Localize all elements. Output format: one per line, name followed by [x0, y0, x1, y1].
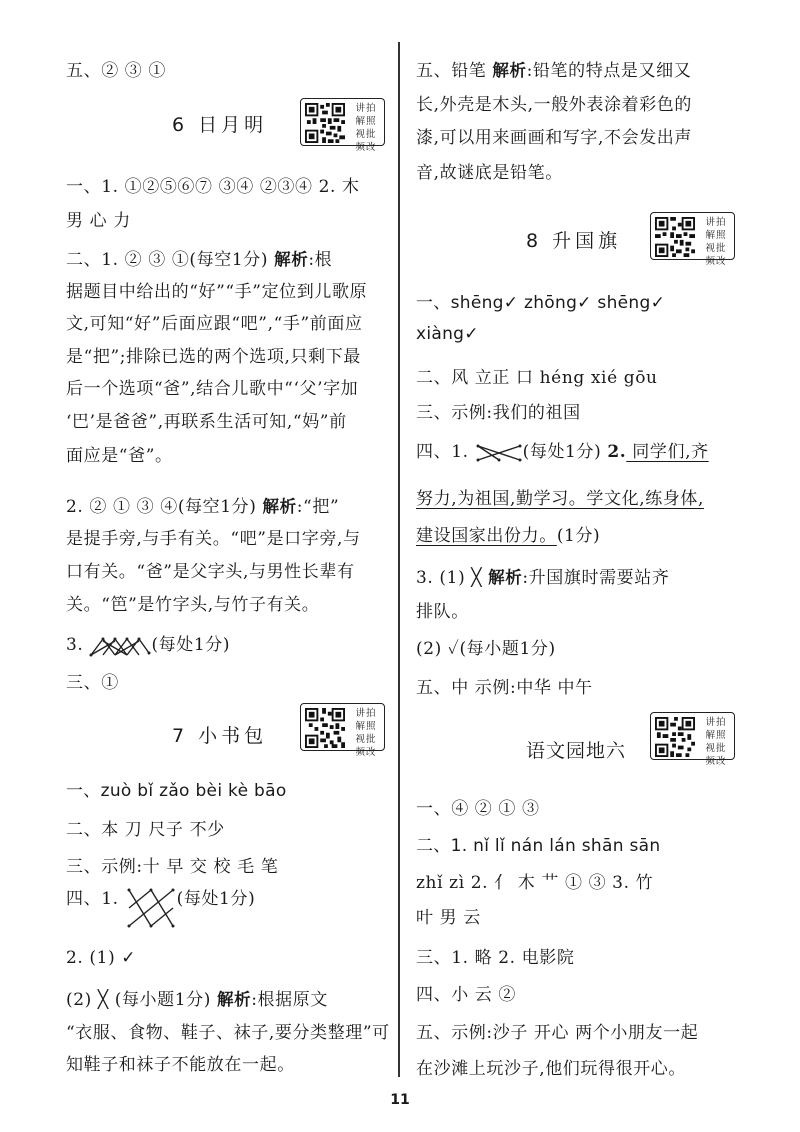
matching-lines-icon — [125, 886, 177, 930]
answer-line: 二、风 立正 口 héng xié gōu — [416, 368, 658, 388]
answer-line: 知鞋子和袜子不能放在一起。 — [66, 1055, 295, 1075]
answer-line — [416, 521, 600, 546]
qr-code-label: 讲拍 解照 视批 频改 — [705, 717, 727, 767]
answer-text: 2. ② ① ③ ④(每空1分) — [66, 497, 263, 517]
answer-line: xiàng✓ — [416, 324, 479, 344]
answer-line: 长,外壳是木头,一般外表涂着彩色的 — [416, 95, 693, 115]
answer-text: 五、铅笔 — [416, 61, 493, 81]
answer-line: 三、示例:我们的祖国 — [416, 403, 581, 423]
qr-code-icon — [305, 103, 345, 143]
answer-text: (2) ╳ (每小题1分) — [66, 990, 218, 1010]
answer-text: 四、1. — [416, 442, 475, 462]
answer-line: 五、② ③ ① — [66, 61, 167, 81]
analysis-keyword: 解析 — [274, 250, 309, 269]
qr-code-label: 讲拍 解照 视批 频改 — [355, 708, 377, 758]
answer-line: (2) ✓(每小题1分) — [416, 639, 556, 659]
qr-code-box[interactable] — [650, 712, 735, 767]
answer-line — [66, 884, 255, 930]
answer-line: 一、shēng✓ zhōng✓ shēng✓ — [416, 293, 666, 313]
answer-text: (每处1分) — [151, 635, 231, 655]
qr-code-icon — [655, 217, 695, 257]
answer-line: “衣服、食物、鞋子、袜子,要分类整理”可 — [66, 1023, 390, 1043]
answer-line — [66, 492, 339, 517]
answer-line: 面应是“爸”。 — [66, 446, 173, 466]
analysis-keyword: 解析 — [217, 990, 252, 1009]
answer-line: 关。“笆”是竹字头,与竹子有关。 — [66, 595, 320, 615]
qr-code-box[interactable] — [300, 703, 385, 758]
answer-line — [66, 245, 332, 270]
answer-text: :根 — [308, 250, 333, 270]
matching-lines-icon — [475, 442, 523, 464]
answer-text: (每处1分) — [176, 889, 256, 909]
qr-code-box[interactable] — [650, 212, 735, 267]
matching-lines-icon — [89, 633, 151, 659]
answer-line: 排队。 — [416, 602, 469, 622]
answer-text: (每处1分) — [522, 442, 608, 462]
answer-line: 一、zuò bǐ zǎo bèi kè bāo — [66, 781, 287, 801]
answer-line: 是“把”;排除已选的两个选项,只剩下最 — [66, 347, 361, 367]
answer-line — [416, 437, 709, 464]
answer-text: :升国旗时需要站齐 — [522, 568, 670, 588]
lesson-7-title: 7 小书包 — [172, 725, 268, 747]
qr-code-icon — [655, 717, 695, 757]
answer-line: 三、① — [66, 673, 119, 693]
analysis-keyword: 解析 — [492, 61, 527, 80]
answer-line: 男 心 力 — [66, 211, 131, 231]
answer-line: 文,可知“好”后面应跟“吧”,“手”前面应 — [66, 314, 363, 334]
answer-text: 3. — [66, 635, 90, 655]
answer-line: 叶 男 云 — [416, 908, 481, 928]
answer-line: 漆,可以用来画画和写字,不会发出声 — [416, 128, 693, 148]
answer-line: 据题目中给出的“好”“手”定位到儿歌原 — [66, 282, 368, 302]
answer-line: 2. (1) ✓ — [66, 948, 137, 968]
answer-line: 口有关。“爸”是父字头,与男性长辈有 — [66, 562, 355, 582]
qr-code-label: 讲拍 解照 视批 频改 — [355, 103, 377, 153]
column-divider — [398, 42, 400, 1077]
answer-text: :“把” — [296, 497, 340, 517]
answer-line: 是提手旁,与手有关。“吧”是口字旁,与 — [66, 529, 361, 549]
answer-line: 三、1. 略 2. 电影院 — [416, 948, 575, 968]
answer-line: 二、1. nǐ lǐ nán lán shān sān — [416, 836, 661, 856]
answer-line — [66, 630, 230, 659]
page-number: 11 — [390, 1092, 410, 1108]
answer-text: 建设国家出份力。 — [416, 526, 557, 546]
answer-text: 二、1. ② ③ ①(每空1分) — [66, 250, 275, 270]
answer-line: ‘巴’是爸爸”,再联系生活可知,“妈”前 — [66, 412, 347, 432]
answer-text: (1分) — [556, 526, 601, 546]
answer-text: :根据原文 — [251, 990, 328, 1010]
answer-line: 一、④ ② ① ③ — [416, 799, 540, 819]
answer-line: 后一个选项“爸”,结合儿歌中“‘父’字加 — [66, 379, 359, 399]
answer-line — [416, 56, 691, 81]
qr-code-icon — [305, 708, 345, 748]
answer-line: 在沙滩上玩沙子,他们玩得很开心。 — [416, 1059, 687, 1079]
answer-line — [66, 985, 328, 1010]
answer-line: 音,故谜底是铅笔。 — [416, 163, 563, 183]
analysis-keyword: 解析 — [488, 568, 523, 587]
qr-code-box[interactable] — [300, 98, 385, 153]
answer-text: 四、1. — [66, 889, 125, 909]
answer-line — [416, 563, 670, 588]
garden-6-title: 语文园地六 — [526, 740, 627, 762]
answer-text: 2. — [607, 442, 627, 462]
analysis-keyword: 解析 — [262, 497, 297, 516]
answer-line: 三、示例:十 早 交 校 毛 笔 — [66, 857, 279, 877]
qr-code-label: 讲拍 解照 视批 频改 — [705, 217, 727, 267]
lesson-6-title: 6 日月明 — [172, 114, 268, 136]
answer-line: zhǐ zì 2. 亻 木 艹 ① ③ 3. 竹 — [416, 873, 654, 893]
answer-text: :铅笔的特点是又细又 — [526, 61, 692, 81]
answer-line: 五、中 示例:中华 中午 — [416, 678, 593, 698]
answer-text: 3. (1) ╳ — [416, 568, 489, 588]
answer-line: 四、小 云 ② — [416, 985, 517, 1005]
answer-line: 努力,为祖国,勤学习。学文化,练身体, — [416, 489, 705, 509]
answer-text: 同学们,齐 — [626, 442, 709, 462]
lesson-8-title: 8 升国旗 — [526, 230, 622, 252]
answer-line: 五、示例:沙子 开心 两个小朋友一起 — [416, 1023, 699, 1043]
answer-line: 二、本 刀 尺子 不少 — [66, 820, 225, 840]
answer-line: 一、1. ①②⑤⑥⑦ ③④ ②③④ 2. 木 — [66, 177, 360, 197]
